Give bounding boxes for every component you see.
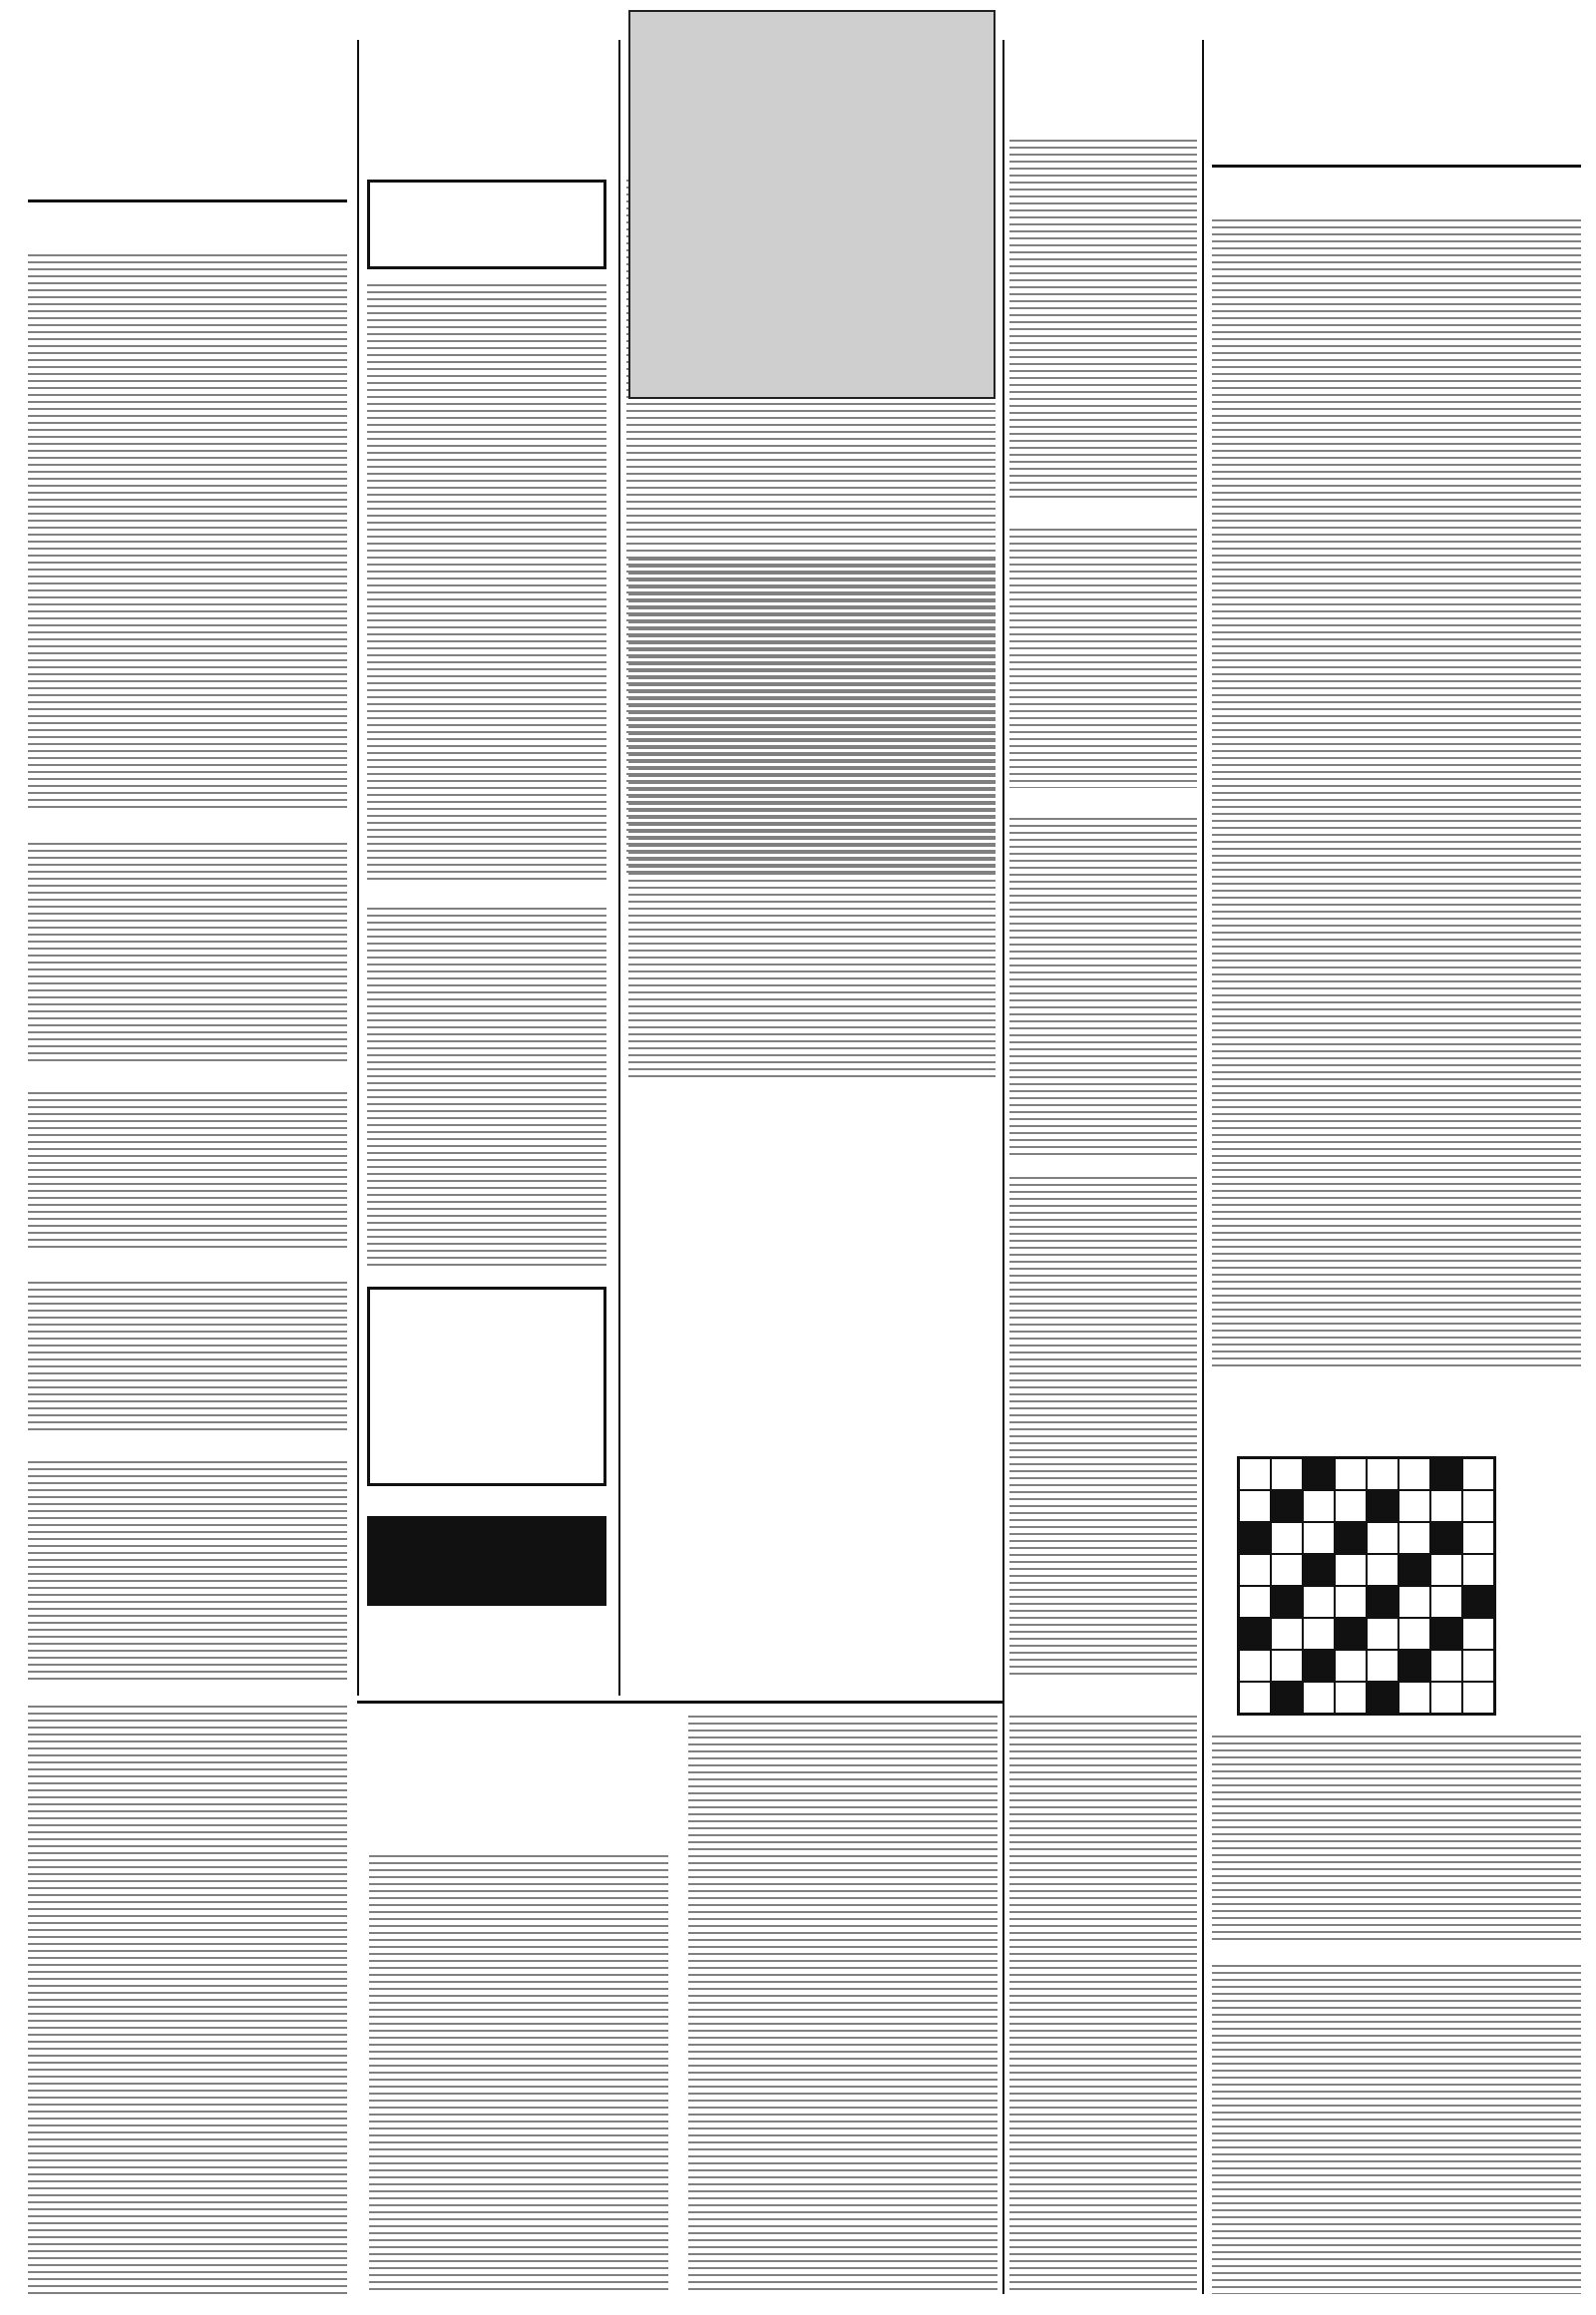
article-text [369,1855,668,2294]
article-text [1009,140,1197,499]
article-text [1212,1965,1581,2294]
column-rule [357,40,359,1696]
article-text [1212,219,1581,1366]
article-text [1009,818,1197,1157]
crossword-clues [1212,1736,1581,1945]
article-text [688,1716,998,2294]
column-5 [1212,180,1581,1406]
statue-photo [628,10,996,399]
article-text [1009,529,1197,788]
article-text [28,254,347,813]
column-2 [367,140,611,1696]
advert-box [367,1287,606,1486]
article-text [28,1706,347,2294]
article-text [367,908,606,1267]
column-rule [1002,40,1004,2294]
radio-box [367,180,606,269]
article-text [28,1282,347,1431]
column-rule [618,40,620,1696]
article-text [28,843,347,1062]
masthead-underline [1212,165,1581,168]
column-4 [1009,60,1197,1696]
column-1 [28,214,347,1691]
column-rule [1202,40,1204,2294]
article-text [367,284,606,883]
article-text [628,559,996,1077]
advert-banner [367,1516,606,1606]
article-text [1009,1177,1197,1676]
article-text [28,1461,347,1681]
crossword-grid [1237,1456,1496,1716]
article-text [28,1092,347,1252]
bottom-rule [357,1701,1002,1704]
masthead-underline [28,199,347,202]
article-text [1009,1716,1197,2294]
